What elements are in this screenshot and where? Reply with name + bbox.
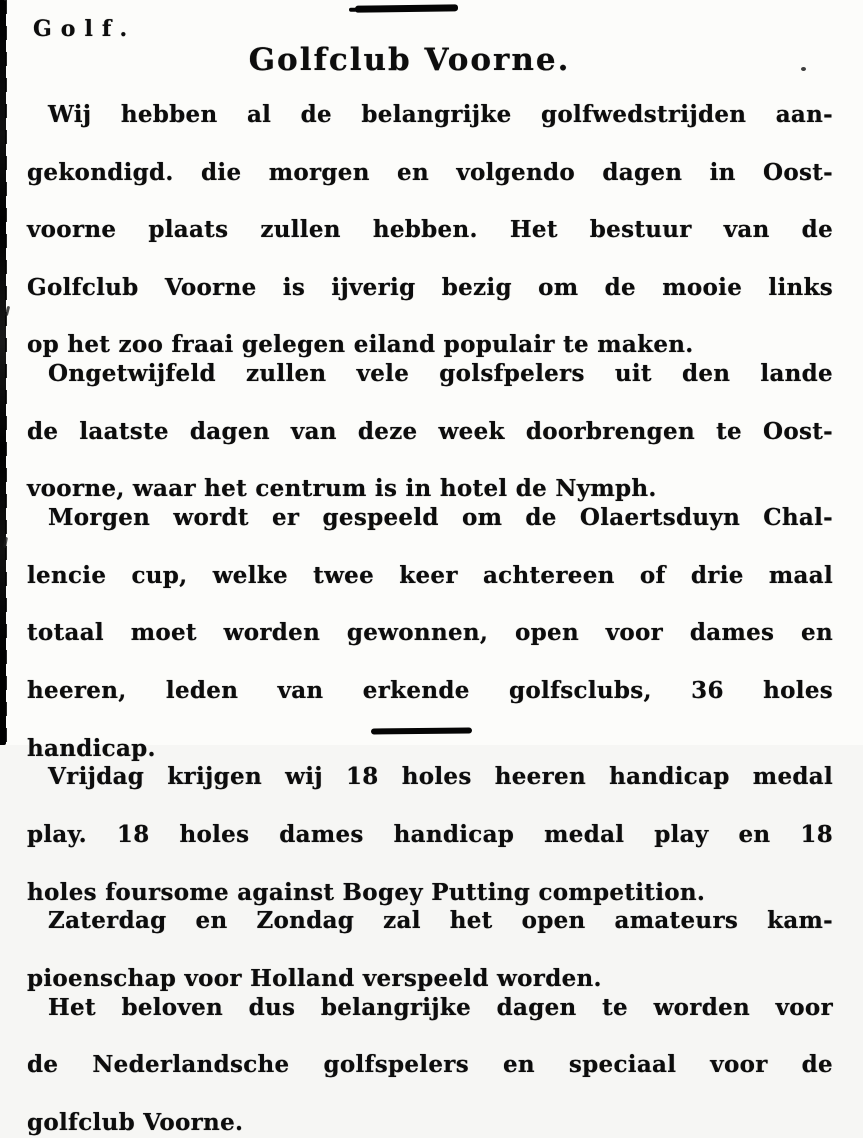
article-body	[27, 101, 833, 1138]
text-line: totaal moet worden gewonnen, open voor dames en	[27, 619, 833, 647]
paragraph-4	[27, 763, 833, 907]
column-divider-rule	[0, 0, 6, 745]
section-label: Golf.	[33, 16, 137, 42]
text-line: voorne, waar het centrum is in hotel de Nymph.	[27, 475, 657, 503]
text-line: holes foursome against Bogey Putting competition.	[27, 878, 706, 906]
text-line: Wij hebben al de belangrijke golfwedstrijden aan-	[48, 101, 833, 128]
paragraph-3	[27, 504, 833, 763]
section-divider-top	[355, 4, 458, 12]
text-line: play. 18 holes dames handicap medal play en 18	[27, 820, 833, 848]
section-divider-bottom	[371, 727, 472, 734]
text-line: heeren, leden van erkende golfsclubs, 36 holes	[27, 676, 833, 704]
article-title: Golfclub Voorne.	[248, 42, 571, 78]
text-line: Ongetwijfeld zullen vele golsfpelers uit den lande	[48, 360, 833, 388]
ink-speck	[801, 67, 806, 71]
text-line: pioenschap voor Holland verspeeld worden.	[27, 964, 602, 992]
text-line: Zaterdag en Zondag zal het open amateurs kam-	[48, 907, 833, 935]
text-line: voorne plaats zullen hebben. Het bestuur van de	[27, 216, 833, 244]
text-line: gekondigd. die morgen en volgendo dagen in Oost-	[27, 158, 833, 186]
text-line: golfclub Voorne.	[27, 1108, 244, 1136]
ink-speck	[3, 537, 8, 548]
text-line: handicap.	[27, 734, 156, 762]
text-line: lencie cup, welke twee keer achtereen of drie maal	[27, 561, 833, 589]
paragraph-1	[27, 101, 833, 360]
text-line: Golfclub Voorne is ijverig bezig om de mooie links	[27, 273, 833, 301]
paragraph-6	[27, 994, 833, 1138]
text-line: Vrijdag krijgen wij 18 holes heeren handicap medal	[48, 763, 833, 791]
ink-speck	[5, 306, 10, 316]
text-line: op het zoo fraai gelegen eiland populair te maken.	[27, 331, 694, 359]
text-line: de laatste dagen van deze week doorbrengen te Oost-	[27, 417, 833, 445]
text-line: Morgen wordt er gespeeld om de Olaertsduyn Chal-	[48, 504, 833, 532]
paragraph-5	[27, 907, 833, 993]
text-line: de Nederlandsche golfspelers en speciaal voor de	[27, 1051, 833, 1079]
text-line: Het beloven dus belangrijke dagen te worden voor	[48, 993, 833, 1021]
paragraph-2	[27, 360, 833, 504]
